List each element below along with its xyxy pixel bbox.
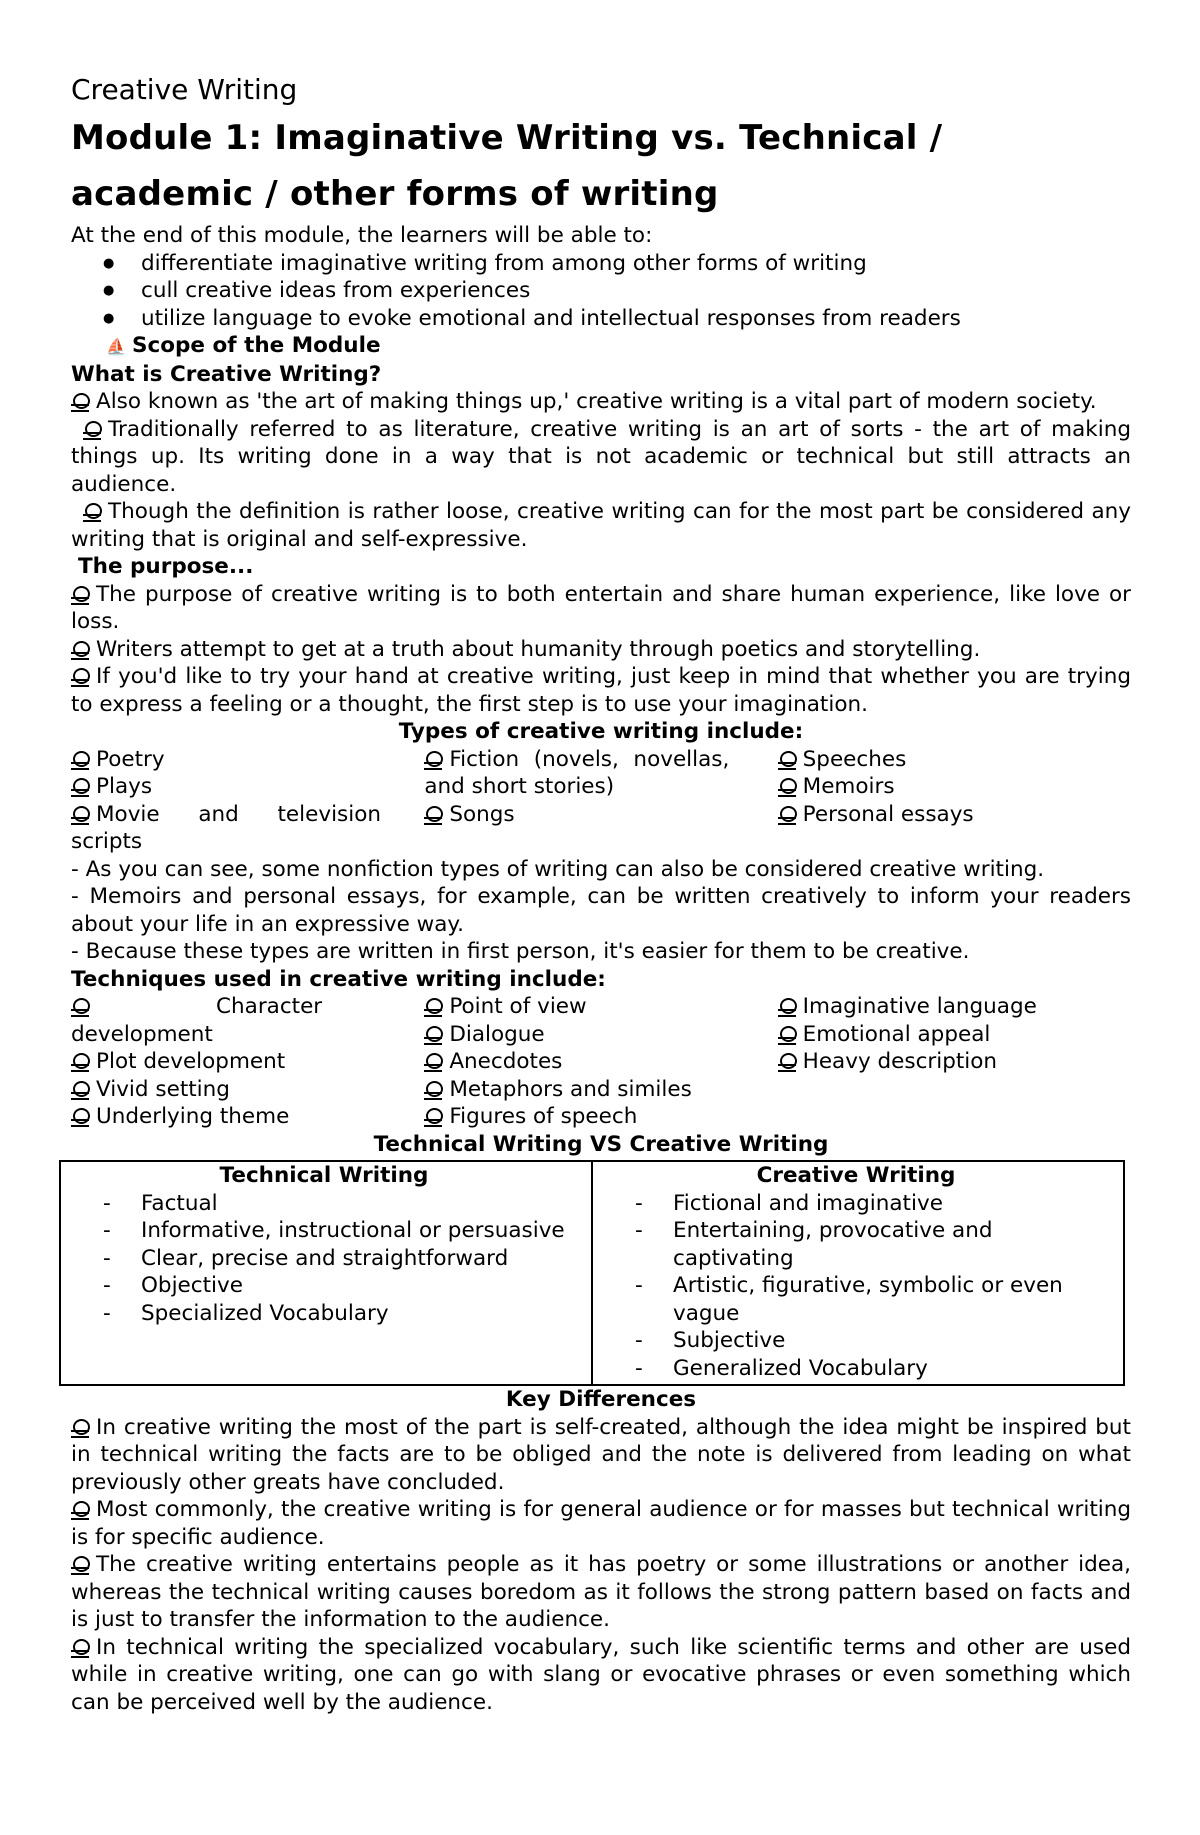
technique-item bbox=[778, 993, 1131, 1021]
technique-item bbox=[71, 1103, 424, 1131]
bullet-icon bbox=[778, 777, 797, 795]
bullet-icon bbox=[424, 750, 443, 768]
purpose-item bbox=[71, 663, 1131, 718]
technique-text: Heavy description bbox=[802, 1049, 998, 1074]
type-text: Speeches bbox=[802, 746, 907, 772]
what-item-text: Also known as 'the art of making things up,' creative writing is a vital part of modern society. bbox=[96, 389, 1097, 414]
type-text: Poetry bbox=[96, 746, 165, 772]
techniques-column-1 bbox=[71, 993, 424, 1131]
bullet-icon bbox=[424, 1052, 443, 1070]
bullet-icon bbox=[424, 1025, 443, 1043]
technique-text: Dialogue bbox=[449, 1021, 545, 1047]
key-differences-heading: Key Differences bbox=[505, 1387, 697, 1412]
types-heading: Types of creative writing include: bbox=[398, 719, 804, 744]
technique-text: Emotional appeal bbox=[802, 1021, 991, 1047]
technique-item bbox=[71, 1076, 424, 1104]
technique-text: Plot development bbox=[96, 1049, 286, 1074]
type-item bbox=[778, 801, 1131, 829]
technique-item bbox=[778, 1048, 1131, 1076]
bullet-icon bbox=[71, 750, 90, 768]
technique-item bbox=[424, 1021, 777, 1049]
what-item bbox=[71, 498, 1131, 553]
document-page bbox=[71, 70, 1131, 1716]
bullet-icon bbox=[778, 1052, 797, 1070]
techniques-column-2 bbox=[424, 993, 777, 1131]
creative-header: Creative Writing bbox=[756, 1163, 956, 1188]
purpose-item bbox=[71, 636, 1131, 664]
types-column-3 bbox=[778, 746, 1131, 856]
bullet-icon bbox=[424, 1080, 443, 1098]
ship-icon: ⛵ bbox=[106, 337, 126, 356]
techniques-heading: Techniques used in creative writing include: bbox=[71, 966, 606, 992]
type-item bbox=[778, 773, 1131, 801]
bullet-icon bbox=[778, 997, 797, 1015]
bullet-icon bbox=[71, 997, 90, 1015]
purpose-heading: The purpose... bbox=[78, 554, 254, 579]
nonfiction-note: - Memoirs and personal essays, for example, can be written creatively to inform your readers about your life in an expressive way. bbox=[71, 884, 1131, 937]
module-title-line2: academic / other forms of writing bbox=[71, 174, 719, 214]
technique-text: Vivid setting bbox=[96, 1076, 230, 1102]
bullet-icon bbox=[71, 777, 90, 795]
objectives-intro: At the end of this module, the learners will be able to: bbox=[71, 223, 653, 248]
bullet-icon bbox=[778, 805, 797, 823]
type-text: Fiction (novels, novellas, and short stories) bbox=[424, 746, 730, 799]
technique-item bbox=[424, 1048, 777, 1076]
module-title-line1: Module 1: Imaginative Writing vs. Technical / bbox=[71, 118, 943, 158]
technique-item bbox=[424, 993, 777, 1021]
bullet-icon bbox=[71, 585, 90, 603]
key-item-text: The creative writing entertains people as it has poetry or some illustrations or another idea, whereas the technical writing causes boredom as it follows the strong pattern based on facts and is just to transfer the information to the audience. bbox=[71, 1552, 1131, 1632]
bullet-icon bbox=[778, 750, 797, 768]
types-column-2 bbox=[424, 746, 777, 856]
type-item bbox=[778, 746, 1131, 774]
document-header: Creative Writing bbox=[71, 73, 298, 106]
technique-item bbox=[71, 1048, 424, 1076]
technical-list bbox=[101, 1190, 587, 1328]
bullet-icon bbox=[71, 392, 90, 410]
technique-item bbox=[424, 1076, 777, 1104]
what-heading: What is Creative Writing? bbox=[71, 361, 382, 387]
bullet-icon bbox=[424, 805, 443, 823]
bullet-icon bbox=[71, 640, 90, 658]
technical-header: Technical Writing bbox=[219, 1163, 429, 1188]
types-column-1 bbox=[71, 746, 424, 856]
key-item bbox=[71, 1496, 1131, 1551]
technique-item bbox=[71, 993, 381, 1048]
bullet-icon bbox=[71, 1107, 90, 1125]
types-columns bbox=[71, 746, 1131, 856]
technical-item: - Informative, instructional or persuasive bbox=[141, 1217, 587, 1245]
purpose-item bbox=[71, 581, 1131, 636]
comparison-table bbox=[59, 1160, 1125, 1386]
bullet-icon bbox=[71, 1052, 90, 1070]
technical-item: - Objective bbox=[141, 1272, 587, 1300]
key-item-text: In creative writing the most of the part is self-created, although the idea might be inspired but in technical writing the facts are to be obliged and the note is delivered from leading on what previously other greats have concluded. bbox=[71, 1414, 1131, 1495]
techniques-column-3 bbox=[778, 993, 1131, 1131]
nonfiction-note: - As you can see, some nonfiction types of writing can also be considered creative writing. bbox=[71, 856, 1045, 882]
technical-item: - Specialized Vocabulary bbox=[141, 1300, 587, 1328]
type-text: Memoirs bbox=[802, 774, 895, 799]
technique-item bbox=[424, 1103, 777, 1131]
scope-label: Scope of the Module bbox=[132, 333, 381, 358]
technical-cell bbox=[60, 1161, 592, 1385]
what-item-text: Though the definition is rather loose, creative writing can for the most part be considered any writing that is original and self-expressive. bbox=[71, 499, 1131, 552]
what-item bbox=[71, 416, 1131, 499]
type-text: Movie and television scripts bbox=[71, 801, 381, 854]
technique-text: Figures of speech bbox=[449, 1104, 638, 1129]
bullet-icon bbox=[71, 1080, 90, 1098]
type-item bbox=[424, 801, 777, 829]
type-text: Songs bbox=[449, 801, 515, 827]
creative-cell bbox=[592, 1161, 1124, 1385]
technical-item: - Clear, precise and straightforward bbox=[141, 1245, 587, 1273]
key-item-text: In technical writing the specialized vocabulary, such like scientific terms and other are used while in creative writing, one can go with slang or evocative phrases or even something which can be perceived well by the audience. bbox=[71, 1634, 1131, 1715]
purpose-item-text: If you'd like to try your hand at creative writing, just keep in mind that whether you are trying to express a feeling or a thought, the first step is to use your imagination. bbox=[71, 664, 1131, 717]
objective-item: ● differentiate imaginative writing from among other forms of writing bbox=[141, 250, 1131, 278]
bullet-icon bbox=[71, 1555, 90, 1573]
objectives-list bbox=[71, 250, 1131, 333]
objective-item: ● cull creative ideas from experiences bbox=[141, 277, 1131, 305]
scope-heading bbox=[71, 332, 1131, 361]
technique-text: Imaginative language bbox=[802, 994, 1037, 1019]
type-text: Plays bbox=[96, 774, 153, 799]
key-item-text: Most commonly, the creative writing is for general audience or for masses but technical writing is for specific audience. bbox=[71, 1497, 1131, 1550]
nonfiction-note: - Because these types are written in first person, it's easier for them to be creative. bbox=[71, 939, 970, 964]
bullet-icon bbox=[83, 502, 102, 520]
bullet-icon bbox=[71, 1500, 90, 1518]
purpose-item-text: Writers attempt to get at a truth about humanity through poetics and storytelling. bbox=[96, 636, 981, 662]
what-item bbox=[71, 388, 1131, 416]
key-item bbox=[71, 1414, 1131, 1497]
bullet-icon bbox=[83, 420, 102, 438]
key-item bbox=[71, 1634, 1131, 1717]
type-item bbox=[71, 801, 381, 856]
type-text: Personal essays bbox=[802, 801, 974, 827]
technique-text: Anecdotes bbox=[449, 1049, 563, 1074]
creative-item: - Artistic, figurative, symbolic or even vague bbox=[673, 1272, 1119, 1327]
type-item bbox=[424, 746, 729, 801]
comparison-heading: Technical Writing VS Creative Writing bbox=[373, 1131, 829, 1157]
bullet-icon bbox=[778, 1025, 797, 1043]
bullet-icon bbox=[424, 997, 443, 1015]
bullet-icon bbox=[71, 805, 90, 823]
technique-text: Character development bbox=[71, 994, 323, 1047]
technique-text: Metaphors and similes bbox=[449, 1076, 692, 1102]
objective-item: ● utilize language to evoke emotional and intellectual responses from readers bbox=[141, 305, 1131, 333]
bullet-icon bbox=[71, 1418, 90, 1436]
purpose-item-text: The purpose of creative writing is to both entertain and share human experience, like love or loss. bbox=[71, 581, 1131, 634]
type-item bbox=[71, 746, 424, 774]
techniques-columns bbox=[71, 993, 1131, 1131]
creative-item: - Generalized Vocabulary bbox=[673, 1355, 1119, 1383]
technique-item bbox=[778, 1021, 1131, 1049]
technical-item: - Factual bbox=[141, 1190, 587, 1218]
bullet-icon bbox=[71, 1638, 90, 1656]
creative-list bbox=[633, 1190, 1119, 1383]
type-item bbox=[71, 773, 424, 801]
bullet-icon bbox=[71, 667, 90, 685]
creative-item: - Fictional and imaginative bbox=[673, 1190, 1119, 1218]
creative-item: - Entertaining, provocative and captivating bbox=[673, 1217, 1119, 1272]
module-title bbox=[71, 110, 1131, 222]
technique-text: Underlying theme bbox=[96, 1104, 290, 1129]
technique-text: Point of view bbox=[449, 994, 587, 1019]
bullet-icon bbox=[424, 1107, 443, 1125]
creative-item: - Subjective bbox=[673, 1327, 1119, 1355]
key-item bbox=[71, 1551, 1131, 1634]
what-item-text: Traditionally referred to as literature, creative writing is an art of sorts - the art of making things up. Its writing done in a way that is not academic or technical but still attracts an audience. bbox=[71, 416, 1131, 497]
